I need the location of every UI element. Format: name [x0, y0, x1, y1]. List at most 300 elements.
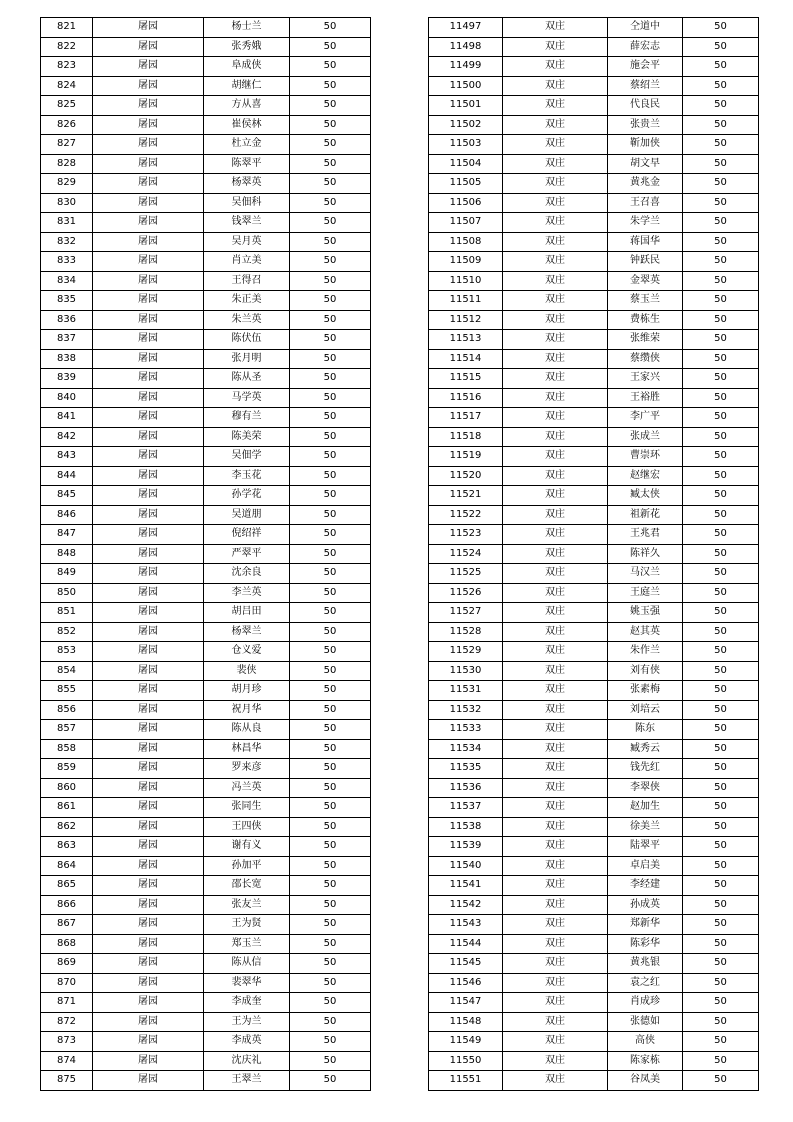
name-cell: 陈家栋 [608, 1051, 683, 1071]
village-cell: 屠园 [93, 739, 204, 759]
name-cell: 马汉兰 [608, 564, 683, 584]
village-cell: 屠园 [93, 193, 204, 213]
id-cell: 834 [41, 271, 93, 291]
table-row [41, 271, 371, 291]
village-cell: 屠园 [93, 856, 204, 876]
table-row [41, 388, 371, 408]
name-cell: 张贵兰 [608, 115, 683, 135]
village-cell: 屠园 [93, 564, 204, 584]
table-row [41, 193, 371, 213]
table-row [41, 759, 371, 779]
name-cell: 蔡绍兰 [608, 76, 683, 96]
name-cell: 蒋国华 [608, 232, 683, 252]
village-cell: 屠园 [93, 583, 204, 603]
table-row [429, 564, 759, 584]
village-cell: 屠园 [93, 310, 204, 330]
id-cell: 856 [41, 700, 93, 720]
amount-cell: 50 [290, 369, 371, 389]
name-cell: 王翠兰 [204, 1071, 290, 1091]
id-cell: 830 [41, 193, 93, 213]
table-row [41, 466, 371, 486]
name-cell: 王庭兰 [608, 583, 683, 603]
table-row [41, 76, 371, 96]
name-cell: 张维荣 [608, 330, 683, 350]
id-cell: 11499 [429, 57, 503, 77]
name-cell: 吴道朋 [204, 505, 290, 525]
name-cell: 朱正美 [204, 291, 290, 311]
name-cell: 林昌华 [204, 739, 290, 759]
table-row [41, 174, 371, 194]
amount-cell: 50 [290, 817, 371, 837]
name-cell: 袁之红 [608, 973, 683, 993]
table-row [429, 388, 759, 408]
village-cell: 双庄 [503, 817, 608, 837]
name-cell: 马学英 [204, 388, 290, 408]
name-cell: 罗来彦 [204, 759, 290, 779]
village-cell: 双庄 [503, 681, 608, 701]
table-row [41, 544, 371, 564]
amount-cell: 50 [683, 915, 759, 935]
amount-cell: 50 [290, 934, 371, 954]
id-cell: 11500 [429, 76, 503, 96]
id-cell: 11531 [429, 681, 503, 701]
amount-cell: 50 [290, 544, 371, 564]
village-cell: 双庄 [503, 1012, 608, 1032]
id-cell: 867 [41, 915, 93, 935]
name-cell: 曹崇环 [608, 447, 683, 467]
table-row [41, 915, 371, 935]
table-row [41, 330, 371, 350]
name-cell: 王为兰 [204, 1012, 290, 1032]
id-cell: 11509 [429, 252, 503, 272]
village-cell: 屠园 [93, 1051, 204, 1071]
table-row [429, 1032, 759, 1052]
id-cell: 849 [41, 564, 93, 584]
id-cell: 829 [41, 174, 93, 194]
amount-cell: 50 [683, 505, 759, 525]
table-row [41, 349, 371, 369]
name-cell: 刘培云 [608, 700, 683, 720]
table-row [429, 798, 759, 818]
table-row [429, 174, 759, 194]
village-cell: 屠园 [93, 681, 204, 701]
amount-cell: 50 [290, 466, 371, 486]
table-row [429, 330, 759, 350]
table-row [429, 447, 759, 467]
table-row [429, 817, 759, 837]
id-cell: 11538 [429, 817, 503, 837]
table-row [429, 973, 759, 993]
name-cell: 肖成珍 [608, 993, 683, 1013]
name-cell: 臧太侠 [608, 486, 683, 506]
table-row [429, 349, 759, 369]
village-cell: 屠园 [93, 505, 204, 525]
amount-cell: 50 [683, 973, 759, 993]
id-cell: 863 [41, 837, 93, 857]
id-cell: 869 [41, 954, 93, 974]
name-cell: 陈翠平 [204, 154, 290, 174]
village-cell: 屠园 [93, 759, 204, 779]
name-cell: 王裕胜 [608, 388, 683, 408]
amount-cell: 50 [290, 564, 371, 584]
table-row [41, 154, 371, 174]
table-row [41, 564, 371, 584]
village-cell: 屠园 [93, 915, 204, 935]
village-cell: 屠园 [93, 37, 204, 57]
name-cell: 胡吕田 [204, 603, 290, 623]
table-row [41, 310, 371, 330]
village-cell: 屠园 [93, 427, 204, 447]
village-cell: 屠园 [93, 135, 204, 155]
name-cell: 谷凤美 [608, 1071, 683, 1091]
name-cell: 王召喜 [608, 193, 683, 213]
id-cell: 846 [41, 505, 93, 525]
id-cell: 11515 [429, 369, 503, 389]
name-cell: 臧秀云 [608, 739, 683, 759]
village-cell: 双庄 [503, 583, 608, 603]
id-cell: 864 [41, 856, 93, 876]
id-cell: 857 [41, 720, 93, 740]
id-cell: 11550 [429, 1051, 503, 1071]
amount-cell: 50 [683, 1032, 759, 1052]
village-cell: 双庄 [503, 486, 608, 506]
table-row [429, 291, 759, 311]
table-row [41, 447, 371, 467]
village-cell: 屠园 [93, 642, 204, 662]
id-cell: 872 [41, 1012, 93, 1032]
amount-cell: 50 [290, 895, 371, 915]
village-cell: 屠园 [93, 232, 204, 252]
village-cell: 双庄 [503, 720, 608, 740]
table-row [41, 720, 371, 740]
name-cell: 杨翠英 [204, 174, 290, 194]
village-cell: 双庄 [503, 96, 608, 116]
id-cell: 11540 [429, 856, 503, 876]
id-cell: 11505 [429, 174, 503, 194]
village-cell: 屠园 [93, 96, 204, 116]
amount-cell: 50 [683, 934, 759, 954]
village-cell: 双庄 [503, 603, 608, 623]
name-cell: 李成英 [204, 1032, 290, 1052]
id-cell: 11523 [429, 525, 503, 545]
village-cell: 双庄 [503, 934, 608, 954]
amount-cell: 50 [683, 954, 759, 974]
id-cell: 11522 [429, 505, 503, 525]
village-cell: 双庄 [503, 57, 608, 77]
amount-cell: 50 [290, 18, 371, 38]
village-cell: 屠园 [93, 876, 204, 896]
id-cell: 11526 [429, 583, 503, 603]
id-cell: 859 [41, 759, 93, 779]
village-cell: 双庄 [503, 622, 608, 642]
amount-cell: 50 [683, 759, 759, 779]
name-cell: 胡继仁 [204, 76, 290, 96]
name-cell: 孙成英 [608, 895, 683, 915]
amount-cell: 50 [683, 564, 759, 584]
id-cell: 828 [41, 154, 93, 174]
table-row [429, 544, 759, 564]
id-cell: 825 [41, 96, 93, 116]
id-cell: 845 [41, 486, 93, 506]
name-cell: 吴月英 [204, 232, 290, 252]
table-row [41, 798, 371, 818]
name-cell: 祝月华 [204, 700, 290, 720]
id-cell: 11544 [429, 934, 503, 954]
amount-cell: 50 [290, 388, 371, 408]
name-cell: 陈从圣 [204, 369, 290, 389]
amount-cell: 50 [683, 544, 759, 564]
id-cell: 847 [41, 525, 93, 545]
amount-cell: 50 [290, 1012, 371, 1032]
table-row [41, 681, 371, 701]
village-cell: 屠园 [93, 349, 204, 369]
id-cell: 11517 [429, 408, 503, 428]
roster-table-right-body [429, 18, 759, 1091]
id-cell: 840 [41, 388, 93, 408]
amount-cell: 50 [290, 837, 371, 857]
id-cell: 11546 [429, 973, 503, 993]
village-cell: 双庄 [503, 700, 608, 720]
amount-cell: 50 [290, 583, 371, 603]
table-row [429, 96, 759, 116]
table-row [429, 720, 759, 740]
amount-cell: 50 [290, 642, 371, 662]
table-row [41, 876, 371, 896]
village-cell: 双庄 [503, 408, 608, 428]
name-cell: 李兰英 [204, 583, 290, 603]
amount-cell: 50 [290, 96, 371, 116]
village-cell: 双庄 [503, 915, 608, 935]
amount-cell: 50 [290, 427, 371, 447]
id-cell: 826 [41, 115, 93, 135]
name-cell: 薛宏志 [608, 37, 683, 57]
id-cell: 843 [41, 447, 93, 467]
name-cell: 张月明 [204, 349, 290, 369]
amount-cell: 50 [290, 1032, 371, 1052]
name-cell: 孙加平 [204, 856, 290, 876]
amount-cell: 50 [290, 174, 371, 194]
village-cell: 双庄 [503, 291, 608, 311]
name-cell: 陈伏伍 [204, 330, 290, 350]
id-cell: 11511 [429, 291, 503, 311]
table-row [41, 135, 371, 155]
table-row [41, 252, 371, 272]
table-row [41, 837, 371, 857]
id-cell: 11547 [429, 993, 503, 1013]
village-cell: 双庄 [503, 213, 608, 233]
amount-cell: 50 [290, 135, 371, 155]
village-cell: 双庄 [503, 505, 608, 525]
amount-cell: 50 [290, 525, 371, 545]
id-cell: 821 [41, 18, 93, 38]
village-cell: 双庄 [503, 388, 608, 408]
amount-cell: 50 [290, 856, 371, 876]
id-cell: 861 [41, 798, 93, 818]
name-cell: 李广平 [608, 408, 683, 428]
amount-cell: 50 [683, 798, 759, 818]
id-cell: 822 [41, 37, 93, 57]
amount-cell: 50 [290, 1071, 371, 1091]
id-cell: 831 [41, 213, 93, 233]
table-row [41, 1032, 371, 1052]
id-cell: 871 [41, 993, 93, 1013]
amount-cell: 50 [290, 349, 371, 369]
name-cell: 徐美兰 [608, 817, 683, 837]
table-row [429, 310, 759, 330]
id-cell: 844 [41, 466, 93, 486]
amount-cell: 50 [683, 720, 759, 740]
village-cell: 双庄 [503, 876, 608, 896]
village-cell: 双庄 [503, 895, 608, 915]
table-row [429, 739, 759, 759]
id-cell: 11536 [429, 778, 503, 798]
village-cell: 屠园 [93, 603, 204, 623]
name-cell: 陆翠平 [608, 837, 683, 857]
amount-cell: 50 [290, 720, 371, 740]
name-cell: 张德如 [608, 1012, 683, 1032]
name-cell: 蔡缵侠 [608, 349, 683, 369]
amount-cell: 50 [683, 96, 759, 116]
amount-cell: 50 [683, 622, 759, 642]
village-cell: 双庄 [503, 174, 608, 194]
village-cell: 双庄 [503, 661, 608, 681]
village-cell: 双庄 [503, 252, 608, 272]
id-cell: 851 [41, 603, 93, 623]
name-cell: 张同生 [204, 798, 290, 818]
table-row [41, 1012, 371, 1032]
village-cell: 屠园 [93, 76, 204, 96]
name-cell: 张成兰 [608, 427, 683, 447]
amount-cell: 50 [290, 915, 371, 935]
village-cell: 双庄 [503, 271, 608, 291]
amount-cell: 50 [683, 993, 759, 1013]
id-cell: 832 [41, 232, 93, 252]
id-cell: 833 [41, 252, 93, 272]
amount-cell: 50 [290, 739, 371, 759]
name-cell: 孙学花 [204, 486, 290, 506]
table-row [41, 817, 371, 837]
amount-cell: 50 [290, 661, 371, 681]
table-row [429, 1012, 759, 1032]
village-cell: 屠园 [93, 544, 204, 564]
village-cell: 屠园 [93, 817, 204, 837]
amount-cell: 50 [290, 798, 371, 818]
name-cell: 钱先红 [608, 759, 683, 779]
name-cell: 王得召 [204, 271, 290, 291]
roster-table-left [40, 17, 371, 1091]
name-cell: 刘有侠 [608, 661, 683, 681]
amount-cell: 50 [683, 310, 759, 330]
amount-cell: 50 [683, 1012, 759, 1032]
amount-cell: 50 [683, 856, 759, 876]
id-cell: 842 [41, 427, 93, 447]
name-cell: 沈余良 [204, 564, 290, 584]
table-row [41, 96, 371, 116]
table-row [41, 18, 371, 38]
id-cell: 11525 [429, 564, 503, 584]
table-row [429, 37, 759, 57]
village-cell: 屠园 [93, 330, 204, 350]
table-row [429, 408, 759, 428]
amount-cell: 50 [290, 37, 371, 57]
name-cell: 冯兰英 [204, 778, 290, 798]
table-row [429, 681, 759, 701]
table-row [429, 583, 759, 603]
id-cell: 11520 [429, 466, 503, 486]
table-row [41, 213, 371, 233]
village-cell: 屠园 [93, 661, 204, 681]
village-cell: 屠园 [93, 700, 204, 720]
table-row [41, 369, 371, 389]
amount-cell: 50 [683, 271, 759, 291]
amount-cell: 50 [683, 388, 759, 408]
id-cell: 11551 [429, 1071, 503, 1091]
table-row [429, 759, 759, 779]
name-cell: 方从喜 [204, 96, 290, 116]
village-cell: 屠园 [93, 271, 204, 291]
amount-cell: 50 [290, 973, 371, 993]
amount-cell: 50 [290, 954, 371, 974]
name-cell: 郑新华 [608, 915, 683, 935]
village-cell: 屠园 [93, 837, 204, 857]
id-cell: 11530 [429, 661, 503, 681]
id-cell: 860 [41, 778, 93, 798]
village-cell: 屠园 [93, 1032, 204, 1052]
id-cell: 824 [41, 76, 93, 96]
id-cell: 874 [41, 1051, 93, 1071]
id-cell: 11508 [429, 232, 503, 252]
village-cell: 双庄 [503, 1071, 608, 1091]
name-cell: 王兆君 [608, 525, 683, 545]
village-cell: 双庄 [503, 778, 608, 798]
name-cell: 卓启美 [608, 856, 683, 876]
name-cell: 张素梅 [608, 681, 683, 701]
id-cell: 870 [41, 973, 93, 993]
name-cell: 钱翠兰 [204, 213, 290, 233]
id-cell: 848 [41, 544, 93, 564]
village-cell: 双庄 [503, 193, 608, 213]
amount-cell: 50 [683, 778, 759, 798]
table-row [41, 856, 371, 876]
table-row [41, 778, 371, 798]
village-cell: 屠园 [93, 778, 204, 798]
name-cell: 朱作兰 [608, 642, 683, 662]
table-row [429, 837, 759, 857]
amount-cell: 50 [290, 330, 371, 350]
amount-cell: 50 [683, 232, 759, 252]
amount-cell: 50 [290, 681, 371, 701]
village-cell: 屠园 [93, 486, 204, 506]
amount-cell: 50 [683, 603, 759, 623]
id-cell: 838 [41, 349, 93, 369]
table-row [429, 271, 759, 291]
id-cell: 11545 [429, 954, 503, 974]
name-cell: 蔡玉兰 [608, 291, 683, 311]
village-cell: 双庄 [503, 1051, 608, 1071]
table-row [429, 915, 759, 935]
id-cell: 11535 [429, 759, 503, 779]
amount-cell: 50 [683, 1051, 759, 1071]
name-cell: 胡文早 [608, 154, 683, 174]
name-cell: 陈从信 [204, 954, 290, 974]
table-row [429, 115, 759, 135]
id-cell: 11521 [429, 486, 503, 506]
table-row [429, 778, 759, 798]
amount-cell: 50 [683, 817, 759, 837]
id-cell: 11541 [429, 876, 503, 896]
name-cell: 裴侠 [204, 661, 290, 681]
id-cell: 868 [41, 934, 93, 954]
